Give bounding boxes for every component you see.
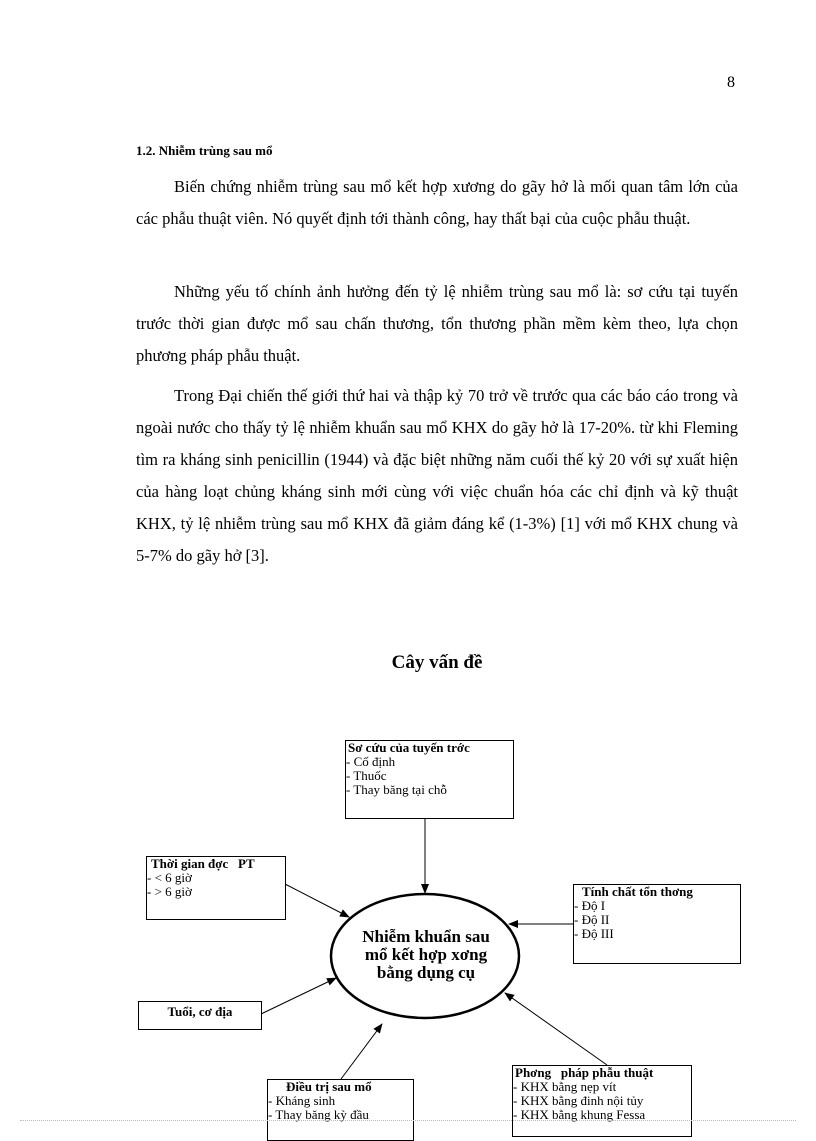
paragraph-1: Biến chứng nhiễm trùng sau mổ kết hợp xương do gãy hở là mối quan tâm lớn của các phẫu thuật viên. Nó quyết định tới thành công, hay thất bại của cuộc phẫu thuật. (136, 177, 738, 228)
page-number: 8 (727, 74, 735, 91)
box-injury-item: - Độ III (574, 926, 614, 941)
box-injury (573, 884, 741, 964)
box-treatment-item: - Kháng sinh (268, 1093, 336, 1108)
section-heading: 1.2. Nhiễm trùng sau mổ (136, 143, 273, 158)
box-method-item: - KHX bằng nẹp vít (513, 1079, 617, 1094)
box-first-aid-item: - Cố định (346, 754, 396, 769)
box-first-aid (345, 740, 514, 819)
box-method-item: - KHX bằng khung Fessa (513, 1107, 646, 1122)
box-method-item: - KHX bằng đinh nội tủy (513, 1093, 644, 1108)
box-treatment-item: - Thay băng kỳ đầu (268, 1107, 369, 1122)
arrow-treatment (341, 1024, 382, 1079)
box-time-title: Thời gian đợc PT (151, 856, 255, 871)
box-first-aid-item: - Thuốc (346, 768, 387, 783)
box-treatment (267, 1079, 414, 1141)
box-injury-item: - Độ II (574, 912, 610, 927)
box-first-aid-title: Sơ cứu của tuyến trớc (348, 740, 470, 755)
arrow-age (261, 978, 336, 1014)
box-injury-item: - Độ I (574, 898, 606, 913)
center-line-2: mổ kết hợp xơng (364, 945, 488, 964)
box-time-item: - > 6 giờ (147, 884, 192, 899)
arrow-method (505, 993, 607, 1065)
center-label (332, 928, 520, 982)
box-injury-title: Tính chất tổn thơng (582, 884, 693, 899)
box-method-title: Phơng pháp phẫu thuật (515, 1065, 654, 1080)
paragraph-3: Trong Đại chiến thế giới thứ hai và thập kỷ 70 trở về trước qua các báo cáo trong và ngoài nước cho thấy tỷ lệ nhiễm khuẩn sau mổ KHX do gãy hở là 17-20%. từ khi Fleming tìm ra kháng sinh penicillin (1944) và đặc biệt những năm cuối thế kỷ 20 với sự xuất hiện của hàng loạt chủng kháng sinh mới cùng với việc chuẩn hóa các chỉ định và kỹ thuật KHX, tỷ lệ nhiễm trùng sau mổ KHX đã giảm đáng kể (1-3%) [1] với mổ KHX chung và 5-7% do gãy hở [3]. (136, 386, 738, 565)
paragraph-2: Những yếu tố chính ảnh hưởng đến tỷ lệ nhiễm trùng sau mổ là: sơ cứu tại tuyến trước thời gian được mổ sau chấn thương, tổn thương phần mềm kèm theo, lựa chọn phương pháp phẫu thuật. (136, 282, 738, 365)
box-age (138, 1001, 262, 1030)
box-first-aid-item: - Thay băng tại chỗ (346, 782, 447, 797)
center-line-1: Nhiễm khuẩn sau (362, 927, 490, 946)
box-method (512, 1065, 692, 1137)
box-treatment-title: Điều trị sau mổ (286, 1079, 372, 1094)
box-age-title: Tuổi, cơ địa (167, 1004, 233, 1019)
page-bottom-rule (20, 1120, 796, 1121)
diagram-title: Cây vấn đề (391, 652, 483, 673)
arrow-time (285, 884, 349, 917)
center-line-3: bằng dụng cụ (376, 963, 476, 982)
box-time (146, 856, 286, 920)
box-time-item: - < 6 giờ (147, 870, 192, 885)
